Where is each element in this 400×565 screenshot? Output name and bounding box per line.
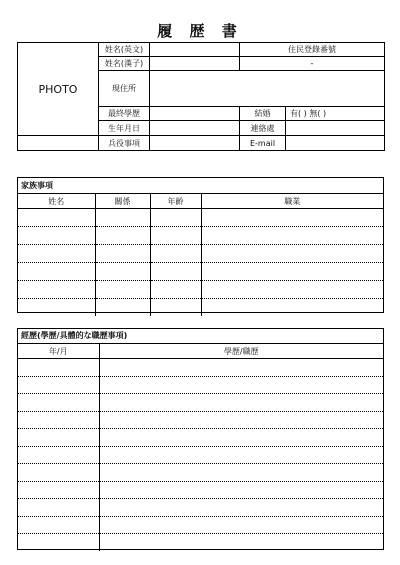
family-section-title: 家族事項 bbox=[18, 178, 383, 194]
career-cell[interactable] bbox=[99, 359, 383, 377]
career-cell[interactable] bbox=[99, 464, 383, 482]
email-field[interactable] bbox=[286, 136, 385, 151]
family-header-relation: 關係 bbox=[95, 194, 150, 209]
career-cell[interactable] bbox=[18, 394, 99, 412]
family-cell[interactable] bbox=[201, 227, 383, 245]
career-section bbox=[17, 328, 384, 550]
career-row bbox=[18, 394, 383, 412]
family-row bbox=[18, 245, 383, 263]
family-cell[interactable] bbox=[95, 209, 150, 227]
family-cell[interactable] bbox=[18, 299, 95, 317]
family-row bbox=[18, 263, 383, 281]
career-cell[interactable] bbox=[99, 429, 383, 447]
career-cell[interactable] bbox=[99, 446, 383, 464]
education-label: 最終學歷 bbox=[99, 107, 150, 121]
family-header-age: 年齡 bbox=[150, 194, 201, 209]
photo-spacer bbox=[18, 136, 99, 151]
family-header-name: 姓名 bbox=[18, 194, 95, 209]
career-cell[interactable] bbox=[99, 499, 383, 517]
family-cell[interactable] bbox=[18, 263, 95, 281]
career-row bbox=[18, 464, 383, 482]
family-cell[interactable] bbox=[18, 209, 95, 227]
career-cell[interactable] bbox=[18, 376, 99, 394]
military-label: 兵役事項 bbox=[99, 136, 150, 151]
career-cell[interactable] bbox=[18, 516, 99, 534]
family-row bbox=[18, 299, 383, 317]
career-header-date: 年/月 bbox=[18, 344, 99, 359]
family-cell[interactable] bbox=[150, 299, 201, 317]
career-cell[interactable] bbox=[18, 464, 99, 482]
contact-field[interactable] bbox=[286, 121, 385, 136]
photo-area[interactable]: PHOTO bbox=[18, 43, 99, 136]
family-cell[interactable] bbox=[95, 263, 150, 281]
ssn-label: 住民登錄番號 bbox=[240, 43, 385, 57]
family-cell[interactable] bbox=[95, 281, 150, 299]
name-cn-field[interactable] bbox=[150, 57, 240, 71]
career-cell[interactable] bbox=[99, 481, 383, 499]
document-title: 履 歴 書 bbox=[157, 22, 243, 40]
family-cell[interactable] bbox=[18, 245, 95, 263]
name-en-label: 姓名(英文) bbox=[99, 43, 150, 57]
career-cell[interactable] bbox=[18, 534, 99, 551]
career-cell[interactable] bbox=[18, 359, 99, 377]
address-field[interactable] bbox=[150, 71, 385, 107]
name-cn-label: 姓名(漢子) bbox=[99, 57, 150, 71]
career-cell[interactable] bbox=[18, 481, 99, 499]
contact-label: 連絡處 bbox=[240, 121, 286, 136]
career-cell[interactable] bbox=[18, 446, 99, 464]
career-cell[interactable] bbox=[99, 376, 383, 394]
career-cell[interactable] bbox=[18, 411, 99, 429]
email-label: E-mail bbox=[240, 136, 286, 151]
personal-info-table bbox=[17, 42, 385, 151]
career-header-history: 學歷/職歷 bbox=[99, 344, 383, 359]
family-cell[interactable] bbox=[201, 281, 383, 299]
family-cell[interactable] bbox=[150, 245, 201, 263]
family-section bbox=[17, 177, 384, 313]
career-table bbox=[18, 344, 383, 551]
family-cell[interactable] bbox=[201, 245, 383, 263]
birth-label: 生年月日 bbox=[99, 121, 150, 136]
career-row bbox=[18, 481, 383, 499]
career-cell[interactable] bbox=[99, 534, 383, 551]
family-cell[interactable] bbox=[18, 281, 95, 299]
career-row bbox=[18, 534, 383, 551]
family-cell[interactable] bbox=[95, 299, 150, 317]
family-cell[interactable] bbox=[95, 227, 150, 245]
family-header-occupation: 職業 bbox=[201, 194, 383, 209]
career-row bbox=[18, 376, 383, 394]
career-cell[interactable] bbox=[99, 394, 383, 412]
education-field[interactable] bbox=[150, 107, 240, 121]
career-row bbox=[18, 429, 383, 447]
address-label: 現住所 bbox=[99, 71, 150, 107]
family-cell[interactable] bbox=[18, 227, 95, 245]
military-field[interactable] bbox=[150, 136, 240, 151]
career-row bbox=[18, 411, 383, 429]
birth-field[interactable] bbox=[150, 121, 240, 136]
family-cell[interactable] bbox=[150, 227, 201, 245]
family-cell[interactable] bbox=[150, 263, 201, 281]
family-cell[interactable] bbox=[201, 299, 383, 317]
marriage-label: 結婚 bbox=[240, 107, 286, 121]
career-row bbox=[18, 446, 383, 464]
family-cell[interactable] bbox=[95, 245, 150, 263]
career-row bbox=[18, 499, 383, 517]
career-row bbox=[18, 516, 383, 534]
career-section-title: 經歷(學歷/具體的な職歷事項) bbox=[18, 329, 383, 344]
career-cell[interactable] bbox=[18, 429, 99, 447]
family-cell[interactable] bbox=[150, 281, 201, 299]
family-table bbox=[18, 194, 383, 316]
career-cell[interactable] bbox=[99, 516, 383, 534]
ssn-field[interactable]: - bbox=[240, 57, 385, 71]
family-cell[interactable] bbox=[201, 209, 383, 227]
family-row bbox=[18, 281, 383, 299]
career-row bbox=[18, 359, 383, 377]
name-en-field[interactable] bbox=[150, 43, 240, 57]
family-row bbox=[18, 209, 383, 227]
career-cell[interactable] bbox=[99, 411, 383, 429]
family-cell[interactable] bbox=[150, 209, 201, 227]
career-cell[interactable] bbox=[18, 499, 99, 517]
family-row bbox=[18, 227, 383, 245]
marriage-options[interactable]: 有( ) 無( ) bbox=[286, 107, 385, 121]
family-cell[interactable] bbox=[201, 263, 383, 281]
